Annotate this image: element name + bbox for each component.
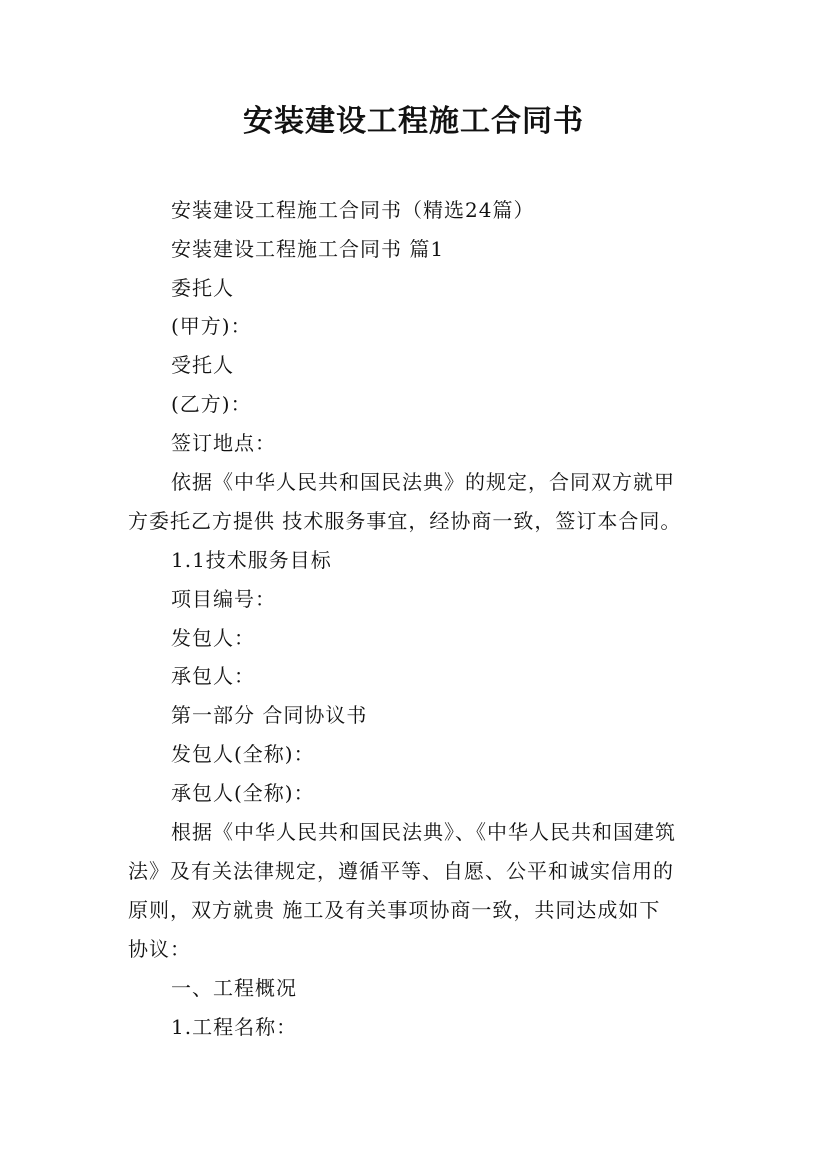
paragraph-line: 安装建设工程施工合同书 篇1 — [171, 237, 445, 261]
paragraph-line: 方委托乙方提供 技术服务事宜，经协商一致，签订本合同。 — [128, 509, 682, 533]
paragraph-line: 法》及有关法律规定，遵循平等、自愿、公平和诚实信用的 — [128, 859, 674, 883]
paragraph-line: 承包人： — [171, 664, 255, 688]
paragraph-line: 一、工程概况 — [171, 976, 297, 1000]
paragraph-line: (乙方)： — [171, 392, 252, 416]
paragraph-line: (甲方)： — [171, 314, 252, 338]
paragraph-line: 发包人(全称)： — [171, 742, 315, 766]
document-title: 安装建设工程施工合同书 — [243, 104, 584, 139]
paragraph-line: 项目编号： — [171, 587, 276, 611]
paragraph-line: 委托人 — [171, 276, 234, 300]
paragraph-line: 原则，双方就贵 施工及有关事项协商一致，共同达成如下 — [128, 898, 661, 922]
paragraph-line: 1.工程名称： — [171, 1015, 298, 1039]
paragraph-line: 安装建设工程施工合同书（精选24篇） — [171, 198, 535, 222]
paragraph-line: 依据《中华人民共和国民法典》的规定，合同双方就甲 — [171, 470, 675, 494]
paragraph-line: 协议： — [128, 937, 191, 961]
paragraph-line: 签订地点： — [171, 431, 276, 455]
paragraph-line: 1.1技术服务目标 — [171, 548, 332, 572]
paragraph-line: 发包人： — [171, 626, 255, 650]
paragraph-line: 承包人(全称)： — [171, 781, 315, 805]
paragraph-line: 根据《中华人民共和国民法典》、《中华人民共和国建筑 — [171, 820, 676, 844]
paragraph-line: 第一部分 合同协议书 — [171, 703, 368, 727]
paragraph-line: 受托人 — [171, 353, 234, 377]
